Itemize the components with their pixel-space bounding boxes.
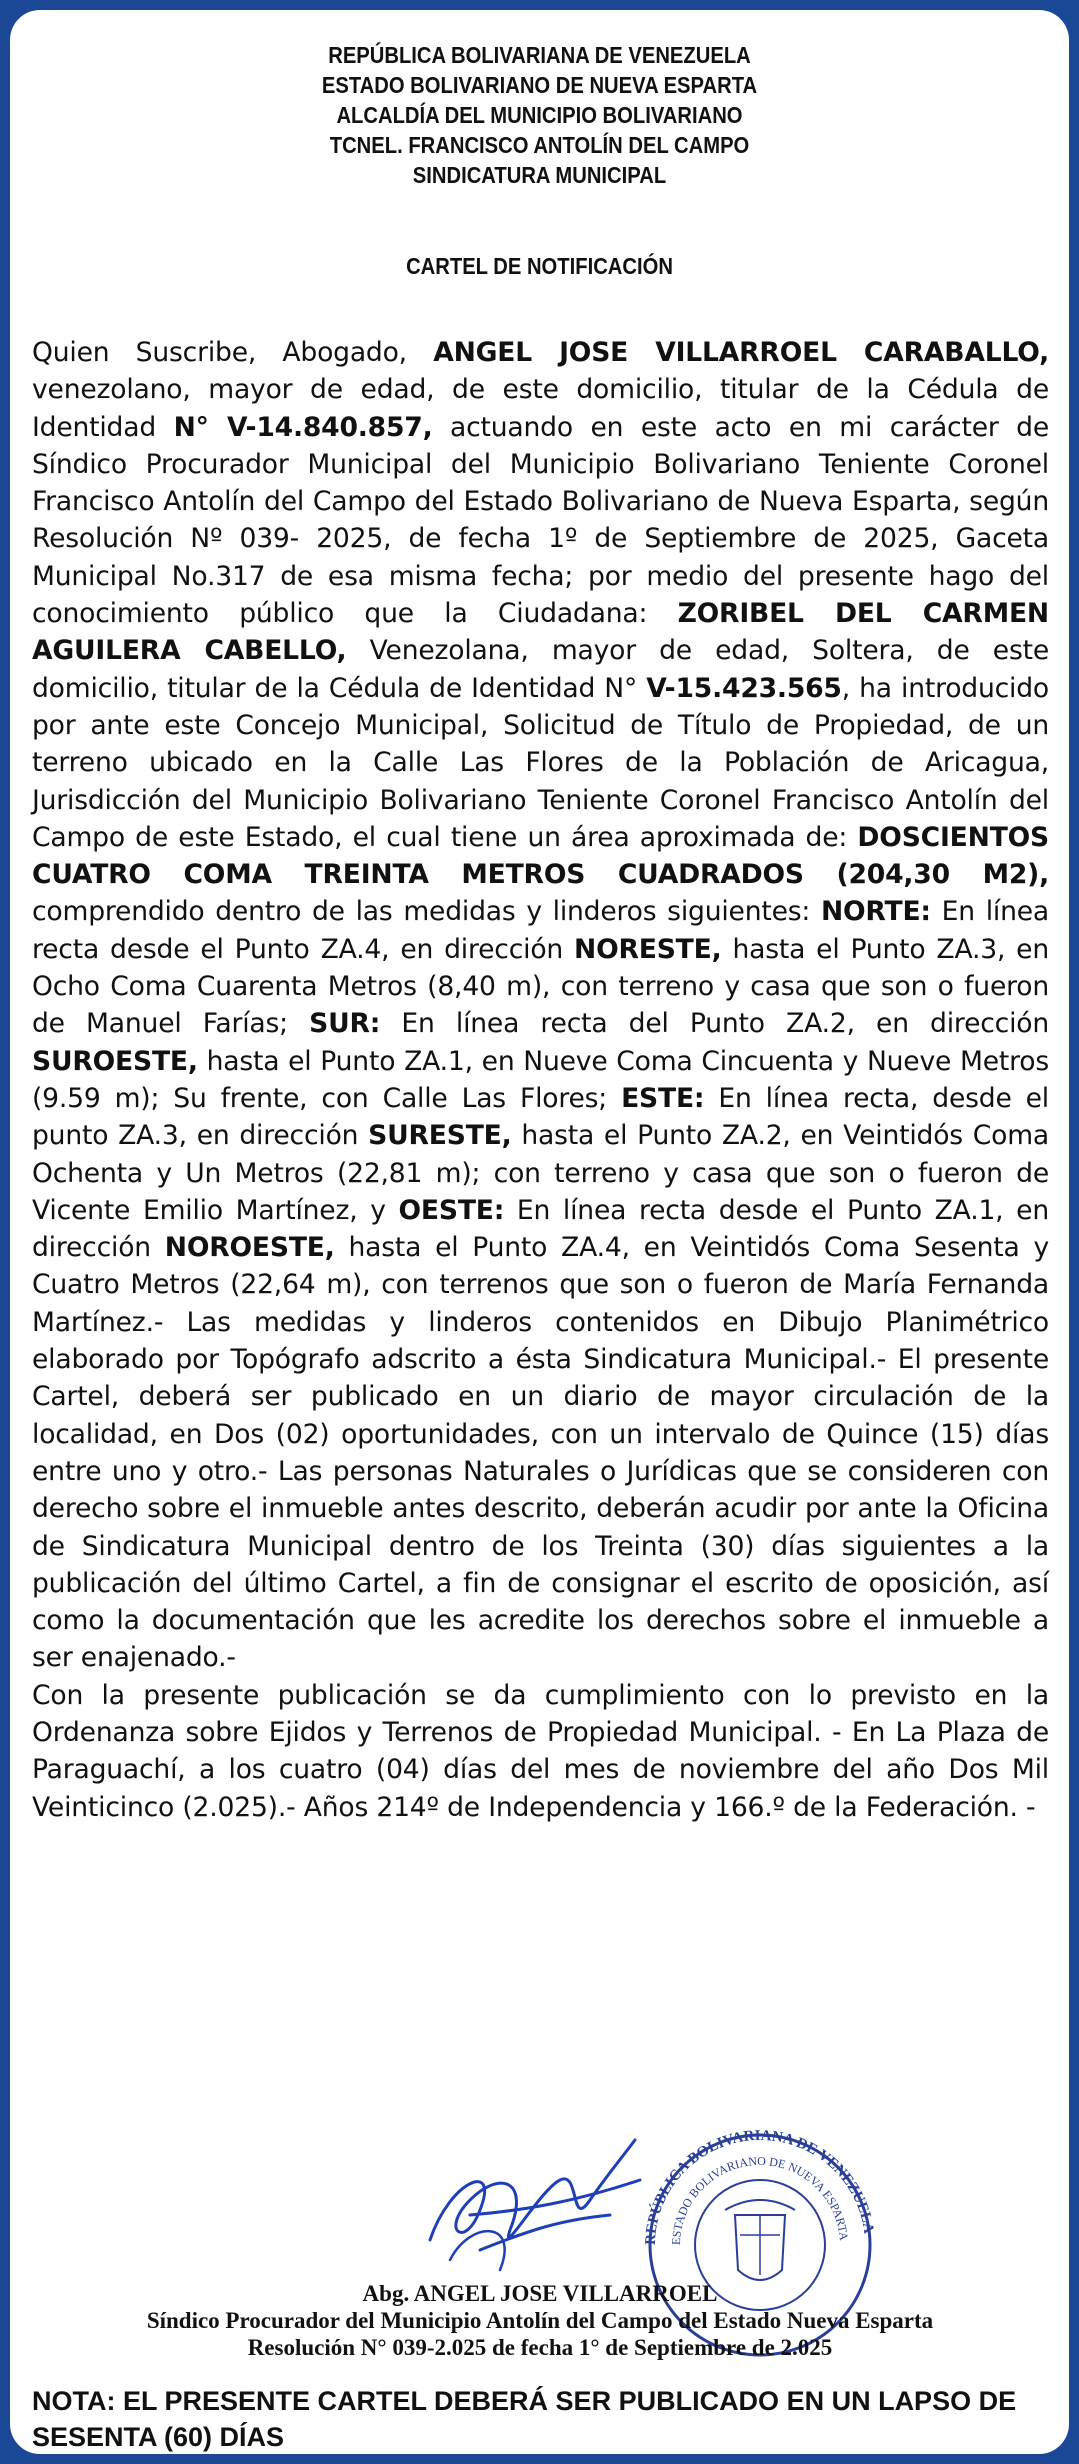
header-line-4: TCNEL. FRANCISCO ANTOLÍN DEL CAMPO	[329, 132, 750, 158]
text-run: comprendido dentro de las medidas y linderos siguientes:	[32, 896, 821, 928]
land-area: DOSCIENTOS CUATRO COMA TREINTA METROS CUADRADOS (204,30 M2),	[32, 821, 1049, 891]
syndic-id: N° V-14.840.857,	[173, 411, 433, 443]
header-line-5: SINDICATURA MUNICIPAL	[412, 162, 667, 188]
text-run: Quien Suscribe, Abogado,	[32, 337, 434, 368]
direction-label: NORESTE,	[574, 933, 722, 965]
text-run: En línea recta del Punto ZA.2, en dirección	[380, 1008, 1049, 1040]
direction-label: SUROESTE,	[32, 1045, 198, 1077]
text-run: hasta el Punto ZA.3, en Ocho Coma Cuarenta Metros (8,40 m), con terreno y casa que son o fueron de Manuel Farías;	[32, 933, 1049, 1040]
text-run: actuando en este acto en mi carácter de Síndico Procurador Municipal del Municipio Bolivariano Teniente Coronel Francisco Antolín del Campo del Estado Bolivariano de Nueva Esparta, según Resolución Nº 039- 2025, de fecha 1º de Septiembre de 2025, Gaceta Municipal No.317 de esa misma fecha; por medio del presente hago del conocimiento público que la Ciudadana:	[32, 411, 1049, 630]
notice-card	[10, 10, 1069, 2454]
seal-inner-text: ESTADO BOLIVARIANO DE NUEVA ESPARTA	[668, 2153, 851, 2246]
notice-title: CARTEL DE NOTIFICACIÓN	[406, 253, 673, 279]
seal-outer-text: REPÚBLICA BOLIVARIANA DE VENEZUELA	[642, 2127, 877, 2246]
text-run: , ha introducido por ante este Concejo Municipal, Solicitud de Título de Propiedad, de un terreno ubicado en la Calle Las Flores de la Población de Aricagua, Jurisdicción del Municipio Bolivariano Teniente Coronel Francisco Antolín del Campo de este Estado, el cual tiene un área aproximada de:	[32, 672, 1049, 853]
text-run: hasta el Punto ZA.4, en Veintidós Coma Sesenta y Cuatro Metros (22,64 m), con terrenos que son o fueron de María Fernanda Martínez.- Las medidas y linderos contenidos en Dibujo Planimétrico elaborado por Topógrafo adscrito a ésta Sindicatura Municipal.- El presente Cartel, deberá ser publicado en un diario de mayor circulación de la localidad, en Dos (02) oportunidades, con un intervalo de Quince (15) días entre uno y otro.- Las personas Naturales o Jurídicas que se consideren con derecho sobre el inmueble antes descrito, deberán acudir por ante la Oficina de Sindicatura Municipal dentro de los Treinta (30) días siguientes a la publicación del último Cartel, a fin de consignar el escrito de oposición, así como la documentación que les acredite los derechos sobre el inmueble a ser enajenado.-	[32, 1232, 1049, 1674]
signature-block	[10, 2120, 1069, 2360]
boundary-west-label: OESTE:	[398, 1194, 505, 1226]
applicant-id: V-15.423.565	[646, 672, 842, 704]
applicant-name: ZORIBEL DEL CARMEN AGUILERA CABELLO,	[32, 598, 1049, 667]
signatory-position: Síndico Procurador del Municipio Antolín del Campo del Estado Nueva Esparta	[146, 2308, 934, 2333]
direction-label: SURESTE,	[368, 1120, 512, 1152]
body-paragraph-1	[32, 334, 1049, 1677]
text-run: En línea recta desde el Punto ZA.4, en dirección	[32, 896, 1049, 965]
letterhead	[84, 40, 995, 190]
publication-note: NOTA: EL PRESENTE CARTEL DEBERÁ SER PUBLICADO EN UN LAPSO DE SESENTA (60) DÍAS	[32, 2386, 1017, 2452]
syndic-name: ANGEL JOSE VILLARROEL CARABALLO,	[433, 337, 1049, 368]
boundary-south-label: SUR:	[309, 1008, 381, 1040]
signatory-resolution: Resolución N° 039-2.025 de fecha 1° de Septiembre de 2.025	[247, 2335, 833, 2360]
text-run: hasta el Punto ZA.2, en Veintidós Coma Ochenta y Un Metros (22,81 m); con terreno y casa que son o fueron de Vicente Emilio Martínez, y	[32, 1120, 1049, 1226]
header-line-2: ESTADO BOLIVARIANO DE NUEVA ESPARTA	[321, 72, 758, 98]
text-run: Venezolana, mayor de edad, Soltera, de este domicilio, titular de la Cédula de Identidad N°	[32, 635, 1049, 704]
body-paragraph-2: Con la presente publicación se da cumplimiento con lo previsto en la Ordenanza sobre Ejidos y Terrenos de Propiedad Municipal. - En La Plaza de Paraguachí, a los cuatro (04) días del mes de noviembre del año Dos Mil Veinticinco (2.025).- Años 214º de Independencia y 166.º de la Federación. -	[32, 1679, 1049, 1823]
text-run: hasta el Punto ZA.1, en Nueve Coma Cincuenta y Nueve Metros (9.59 m); Su frente, con Calle Las Flores;	[32, 1045, 1049, 1114]
header-line-1: REPÚBLICA BOLIVARIANA DE VENEZUELA	[328, 42, 751, 68]
boundary-east-label: ESTE:	[621, 1082, 705, 1114]
header-line-3: ALCALDÍA DEL MUNICIPIO BOLIVARIANO	[336, 102, 743, 128]
signatory-name: Abg. ANGEL JOSE VILLARROEL	[362, 2281, 718, 2306]
text-run: En línea recta desde el Punto ZA.1, en dirección	[32, 1194, 1049, 1264]
notice-body	[32, 334, 1049, 1826]
boundary-north-label: NORTE:	[820, 896, 931, 928]
text-run: En línea recta, desde el punto ZA.3, en dirección	[32, 1082, 1049, 1152]
text-run: venezolano, mayor de edad, de este domicilio, titular de la Cédula de Identidad	[32, 374, 1049, 443]
signatory-info	[90, 2280, 990, 2361]
direction-label: NOROESTE,	[164, 1232, 335, 1264]
